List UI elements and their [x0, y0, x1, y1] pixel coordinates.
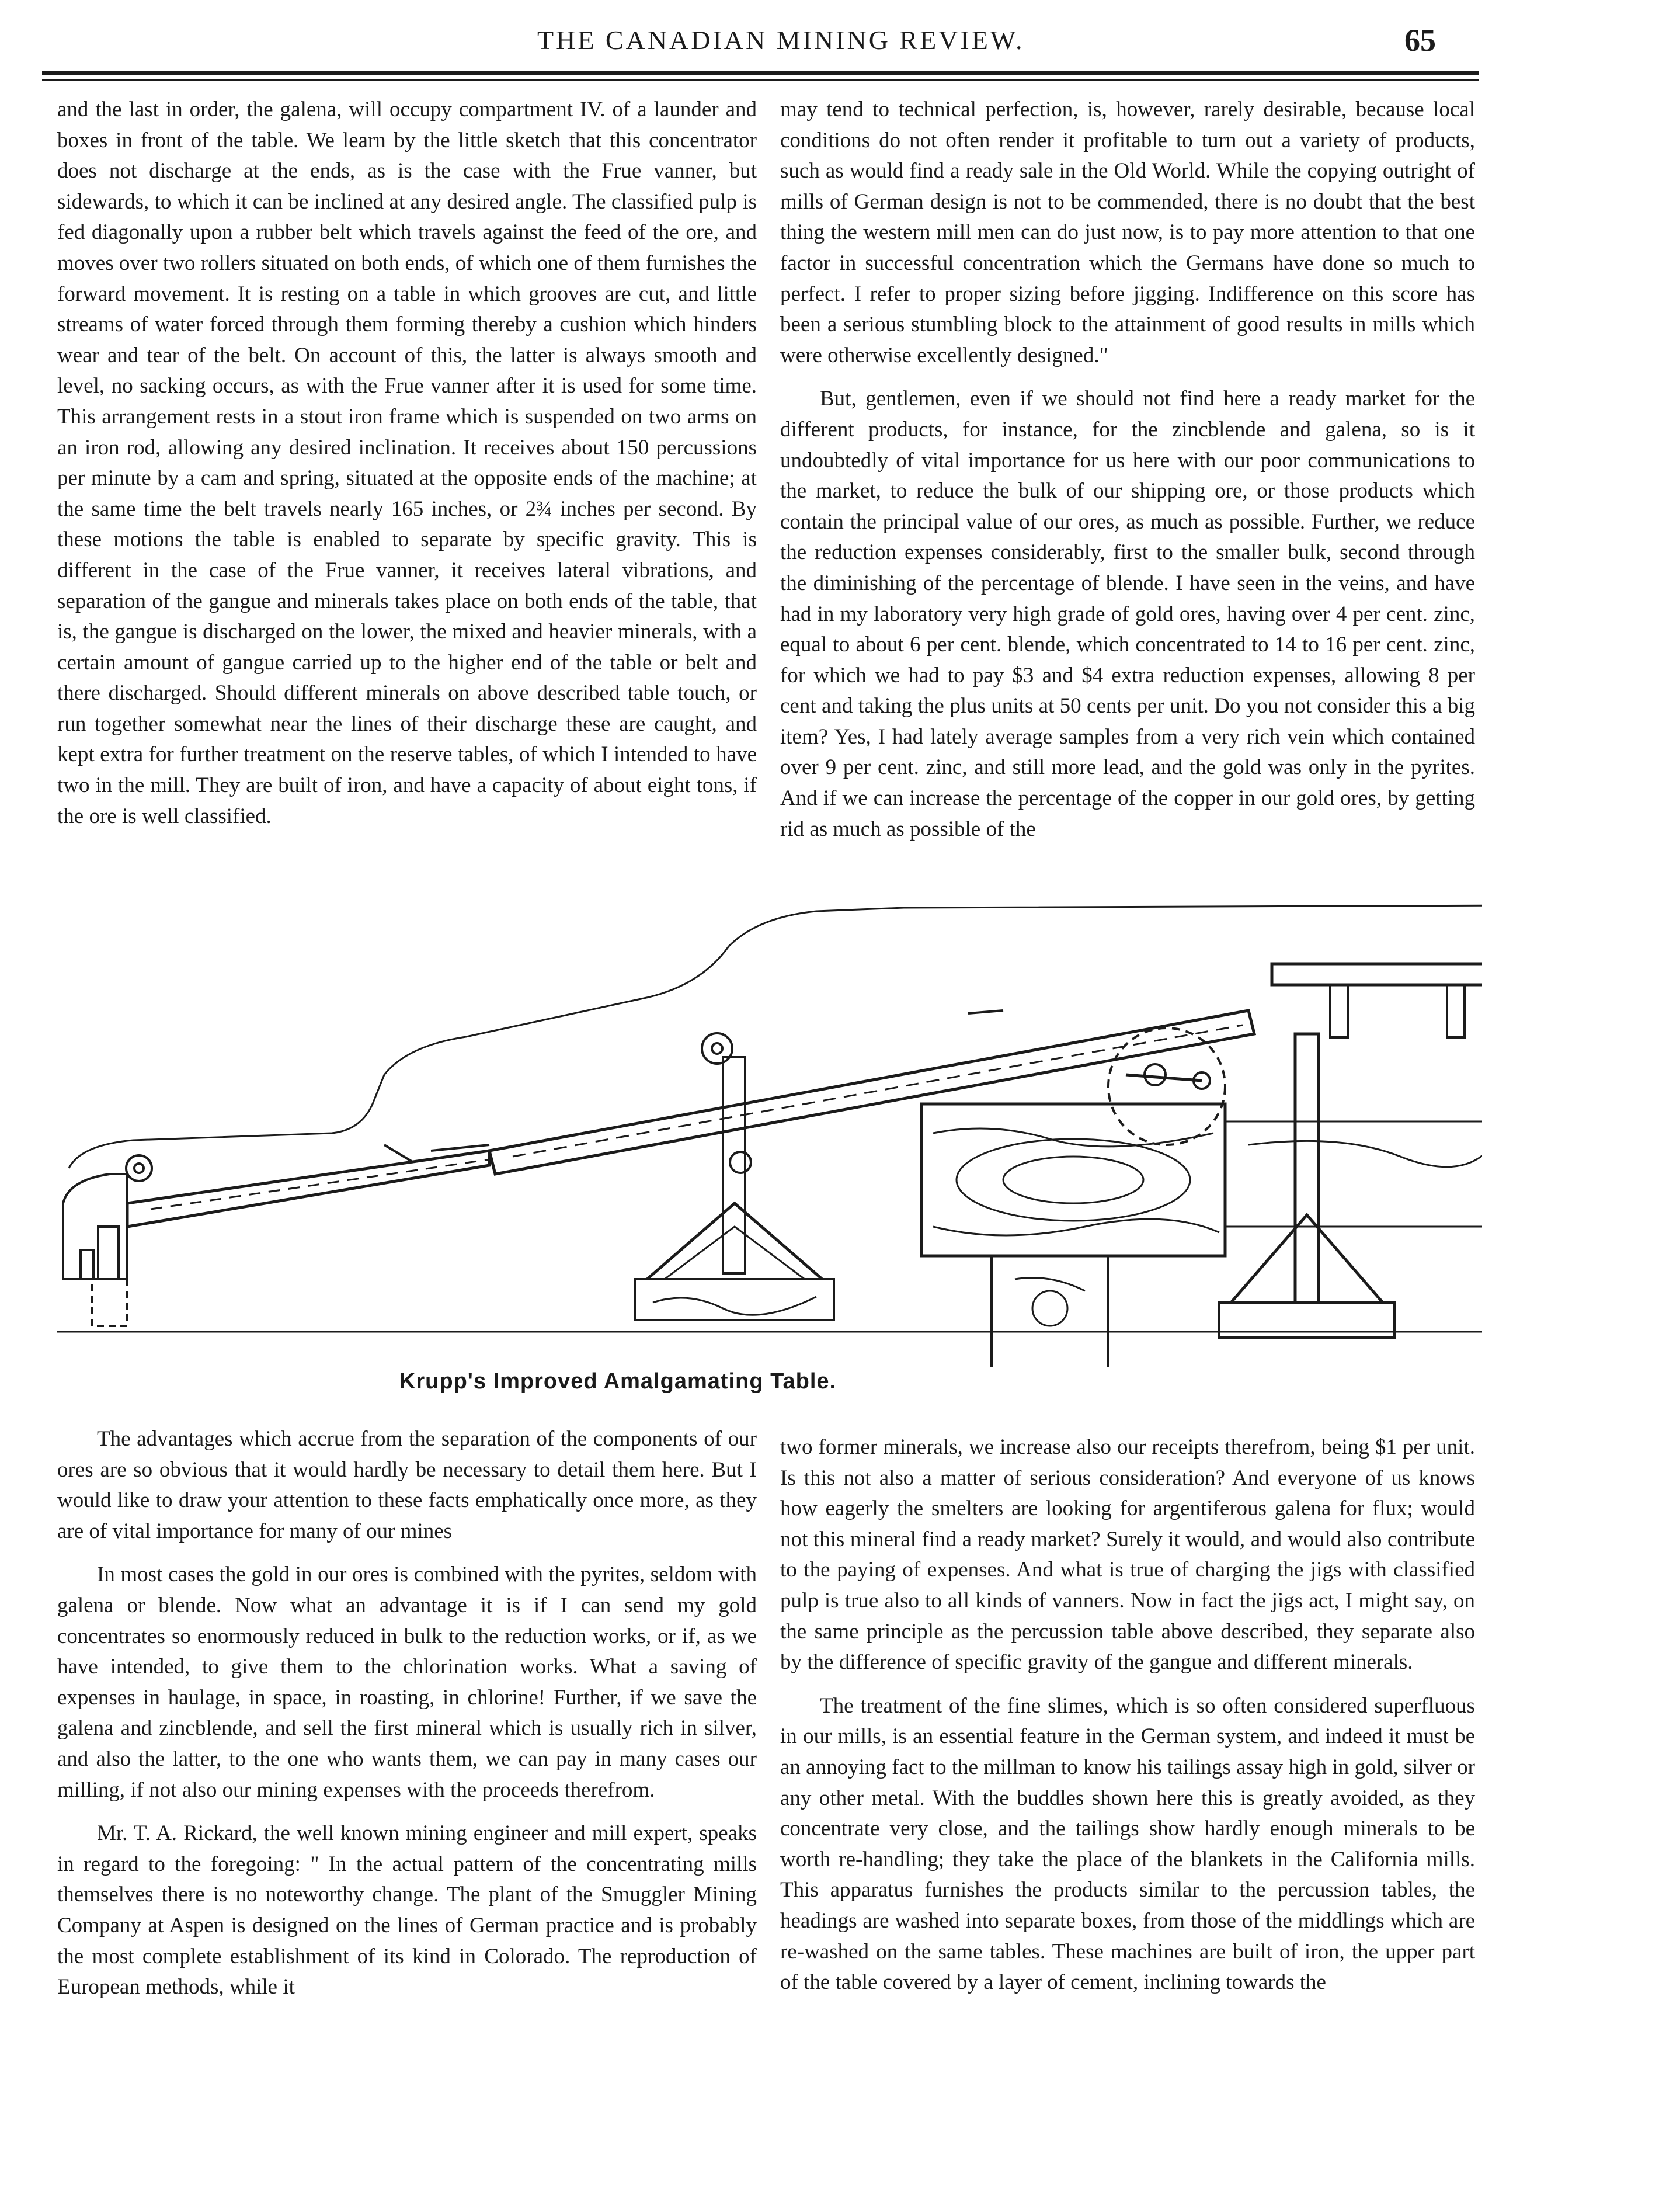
page-header	[0, 25, 1673, 65]
header-rule-thin	[42, 79, 1479, 81]
paragraph: The treatment of the fine slimes, which is so often considered superfluous in our mills, is an essential feature in the German system, and indeed it must be an annoying fact to the millman to know his tailings assay high in gold, silver or any other metal. With the buddles shown here this is greatly avoided, as they concentrate very close, and the tailings show hardly enough minerals to be worth re-handling; they take the place of the blankets in the California mills. This apparatus furnishes the products similar to the percussion tables, the headings are washed into separate boxes, from those of the middlings which are re-washed on the same tables. These machines are built of iron, the upper part of the table covered by a layer of cement, inclining towards the	[780, 1693, 1475, 1995]
column-top-left	[57, 95, 757, 895]
paragraph: Mr. T. A. Rickard, the well known mining engineer and mill expert, speaks in regard to the foregoing: " In the actual pattern of the concentrating mills themselves there is no noteworthy change. The plant of the Smuggler Mining Company at Aspen is designed on the lines of German practice and is probably the most complete establishment of its kind in Colorado. The reproduction of European methods, while it	[57, 1821, 757, 1999]
paragraph: The advantages which accrue from the separation of the components of our ores are so obvious that it would hardly be necessary to detail them here. But I would like to draw your attention to these facts emphatically once more, as they are of vital importance for many of our mines	[57, 1427, 757, 1543]
column-bottom-right	[780, 1432, 1475, 2145]
figure-caption: Krupp's Improved Amalgamating Table.	[399, 1369, 837, 1394]
running-title: THE CANADIAN MINING REVIEW.	[537, 25, 1025, 55]
paragraph: may tend to technical perfection, is, however, rarely desirable, because local conditions do not often render it profitable to turn out a variety of products, such as would find a ready sale in the Old World. While the copying outright of mills of German design is not to be commended, there is no doubt that the best thing the western mill men can do just now, is to pay more attention to that one factor in successful concentration which the Germans have done so much to perfect. I refer to proper sizing before jigging. Indifference on this score has been a serious stumbling block to the attainment of good results in mills which were otherwise excellently designed."	[780, 98, 1475, 367]
header-rule	[42, 71, 1479, 75]
figure-amalgamating-table	[57, 900, 1482, 1408]
paragraph: In most cases the gold in our ores is combined with the pyrites, seldom with galena or blende. Now what an advantage it is if I can send my gold concentrates so enormously reduced in bulk to the reduction works, or if, as we have intended, to give them to the chlorination works. What a saving of expenses in haulage, in space, in roasting, in chlorine! Further, if we save the galena and zincblende, and sell the first mineral which is usually rich in silver, and also the latter, to the one who wants them, we can pay in many cases our milling, if not also our mining expenses with the proceeds therefrom.	[57, 1562, 757, 1802]
paragraph: two former minerals, we increase also our receipts therefrom, being $1 per unit. Is this not also a matter of serious consideration? And everyone of us knows how eagerly the smelters are looking for argentiferous galena for flux; would not this mineral find a ready market? Surely it would, and would also contribute to the paying of expenses. And what is true of charging the jigs with classified pulp is true also to all kinds of vanners. Now in fact the jigs act, I might say, on the same principle as the percussion table above described, they separate also by the difference of specific gravity of the gangue and different minerals.	[780, 1435, 1475, 1675]
column-bottom-left	[57, 1424, 757, 2137]
amalgamating-table-illustration	[57, 900, 1482, 1367]
page-number: 65	[1404, 23, 1436, 58]
paragraph: and the last in order, the galena, will occupy compartment IV. of a launder and boxes in front of the table. We learn by the little sketch that this concentrator does not discharge at the ends, as is the case with the Frue vanner, but sidewards, to which it can be inclined at any desired angle. The classified pulp is fed diagonally upon a rubber belt which travels against the feed of the ore, and moves over two rollers situated on both ends, of which one of them furnishes the forward movement. It is resting on a table in which grooves are cut, and little streams of water forced through them forming thereby a cushion which hinders wear and tear of the belt. On account of this, the latter is always smooth and level, no sacking occurs, as with the Frue vanner after it is used for some time. This arrangement rests in a stout iron frame which is suspended on two arms on an iron rod, allowing any desired inclination. It receives about 150 percussions per minute by a cam and spring, situated at the opposite ends of the machine; at the same time the belt travels nearly 165 inches, or 2¾ inches per second. By these motions the table is enabled to separate by specific gravity. This is different in the case of the Frue vanner, it receives lateral vibrations, and separation of the gangue and minerals takes place on both ends of the table, that is, the gangue is discharged on the lower, the mixed and heavier minerals, with a certain amount of gangue carried up to the higher end of the table or belt and there discharged. Should different minerals on above described table touch, or run together somewhat near the lines of their discharge these are caught, and kept extra for further treatment on the reserve tables, of which I intended to have two in the mill. They are built of iron, and have a capacity of about eight tons, if the ore is well classified.	[57, 98, 757, 828]
column-top-right	[780, 95, 1475, 895]
paragraph: But, gentlemen, even if we should not find here a ready market for the different products, for instance, for the zincblende and galena, so is it undoubtedly of vital importance for us here with our poor communications to the market, to reduce the bulk of our shipping ore, or those products which contain the principal value of our ores, as much as possible. Further, we reduce the reduction expenses considerably, first to the smaller bulk, second through the diminishing of the percentage of blende. I have seen in the veins, and have had in my laboratory very high grade of gold ores, having over 4 per cent. zinc, equal to about 6 per cent. blende, which concentrated to 14 to 16 per cent. zinc, for which we had to pay $3 and $4 extra reduction expenses, allowing 8 per cent and taking the plus units at 50 cents per unit. Do you not consider this a big item? Yes, I had lately average samples from a very rich vein which contained over 9 per cent. zinc, and still more lead, and the gold was only in the pyrites. And if we can increase the percentage of the copper in our gold ores, by getting rid as much as possible of the	[780, 387, 1475, 841]
